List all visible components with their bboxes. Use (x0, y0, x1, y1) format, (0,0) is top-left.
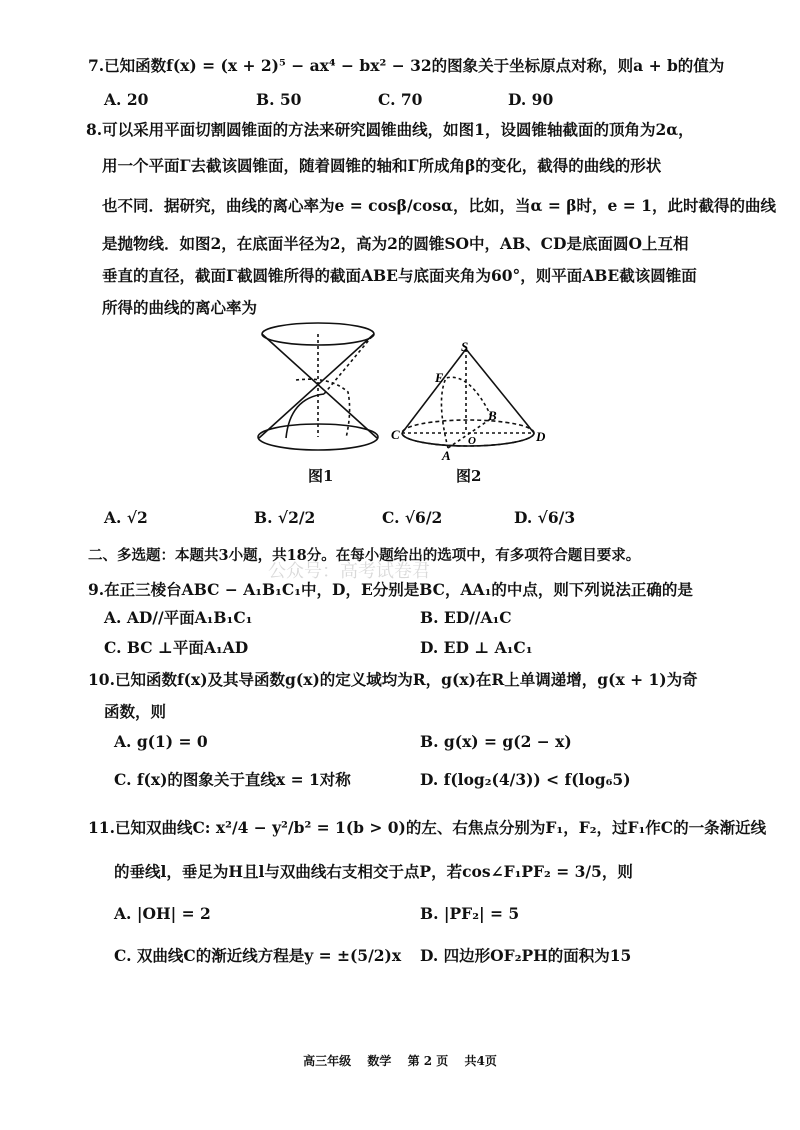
q10-option-b: B. g(x) = g(2 − x) (420, 732, 572, 751)
q9-option-b: B. ED//A₁C (420, 608, 512, 627)
q8-line-6: 所得的曲线的离心率为 (102, 298, 258, 317)
footer-page: 第 2 页 (407, 1054, 449, 1068)
q7-stem: 7.已知函数f(x) = (x + 2)⁵ − ax⁴ − bx² − 32的图象关于坐标原点对称，则a + b的值为 (88, 56, 725, 75)
figure-2-caption: 图2 (456, 467, 482, 485)
page-footer (0, 1052, 800, 1069)
q9-option-c: C. BC ⊥平面A₁AD (104, 638, 249, 657)
footer-grade: 高三年级 (303, 1054, 352, 1068)
q11-option-c: C. 双曲线C的渐近线方程是y = ±(5/2)x (114, 946, 402, 965)
q7-option-a: A. 20 (104, 90, 149, 109)
footer-total: 共4页 (464, 1054, 497, 1068)
figure-2-cone (402, 349, 534, 448)
q8-option-b: B. √2/2 (254, 508, 316, 527)
q11-option-a: A. |OH| = 2 (114, 904, 211, 923)
q11-option-d: D. 四边形OF₂PH的面积为15 (420, 946, 632, 965)
q11-line-2: 的垂线l，垂足为H且l与双曲线右支相交于点P，若cos∠F₁PF₂ = 3/5，则 (114, 862, 633, 881)
fig2-label-o: O (468, 435, 476, 447)
fig2-label-c: C (391, 427, 400, 442)
footer-subject: 数学 (367, 1054, 392, 1068)
figure-1-double-cone (258, 323, 378, 450)
section-2-heading: 二、多选题：本题共3小题，共18分。在每小题给出的选项中，有多项符合题目要求。 (88, 547, 641, 564)
fig2-label-d: D (536, 429, 546, 444)
q10-option-d: D. f(log₂(4/3)) < f(log₆5) (420, 770, 631, 789)
fig2-label-e: E (435, 370, 444, 385)
q7-option-d: D. 90 (508, 90, 554, 109)
fig2-label-s: S (461, 339, 469, 354)
q8-line-5: 垂直的直径，截面Γ截圆锥所得的截面ABE与底面夹角为60°，则平面ABE截该圆锥面 (102, 266, 697, 285)
fig2-label-b: B (488, 408, 497, 423)
fig2-label-a: A (442, 448, 451, 463)
q7-option-b: B. 50 (256, 90, 302, 109)
q8-line-1: 8.可以采用平面切割圆锥面的方法来研究圆锥曲线，如图1，设圆锥轴截面的顶角为2α， (86, 120, 694, 139)
q8-option-c: C. √6/2 (382, 508, 443, 527)
q11-line-1: 11.已知双曲线C: x²/4 − y²/b² = 1(b > 0)的左、右焦点分别为F₁，F₂，过F₁作C的一条渐近线 (88, 818, 767, 837)
q8-line-4: 是抛物线．如图2，在底面半径为2，高为2的圆锥SO中，AB、CD是底面圆O上互相 (102, 234, 689, 253)
q9-option-a: A. AD//平面A₁B₁C₁ (104, 608, 253, 627)
watermark: 公众号：高考试卷君 (268, 561, 430, 582)
q10-line-2: 函数，则 (104, 702, 167, 721)
q10-line-1: 10.已知函数f(x)及其导函数g(x)的定义域均为R，g(x)在R上单调递增，g(x + 1)为奇 (88, 670, 698, 689)
q9-option-d: D. ED ⊥ A₁C₁ (420, 638, 533, 657)
q11-option-b: B. |PF₂| = 5 (420, 904, 520, 923)
q10-option-a: A. g(1) = 0 (114, 732, 208, 751)
q7-option-c: C. 70 (378, 90, 423, 109)
q9-stem: 9.在正三棱台ABC − A₁B₁C₁中，D，E分别是BC，AA₁的中点，则下列说法正确的是 (88, 580, 693, 599)
q8-option-d: D. √6/3 (514, 508, 576, 527)
figure-1-caption: 图1 (308, 467, 334, 485)
q8-option-a: A. √2 (104, 508, 148, 527)
q10-option-c: C. f(x)的图象关于直线x = 1对称 (114, 770, 351, 789)
q8-line-3: 也不同．据研究，曲线的离心率为e = cosβ/cosα，比如，当α = β时，e = 1，此时截得的曲线 (102, 196, 776, 215)
q8-line-2: 用一个平面Γ去截该圆锥面，随着圆锥的轴和Γ所成角β的变化，截得的曲线的形状 (102, 156, 662, 175)
